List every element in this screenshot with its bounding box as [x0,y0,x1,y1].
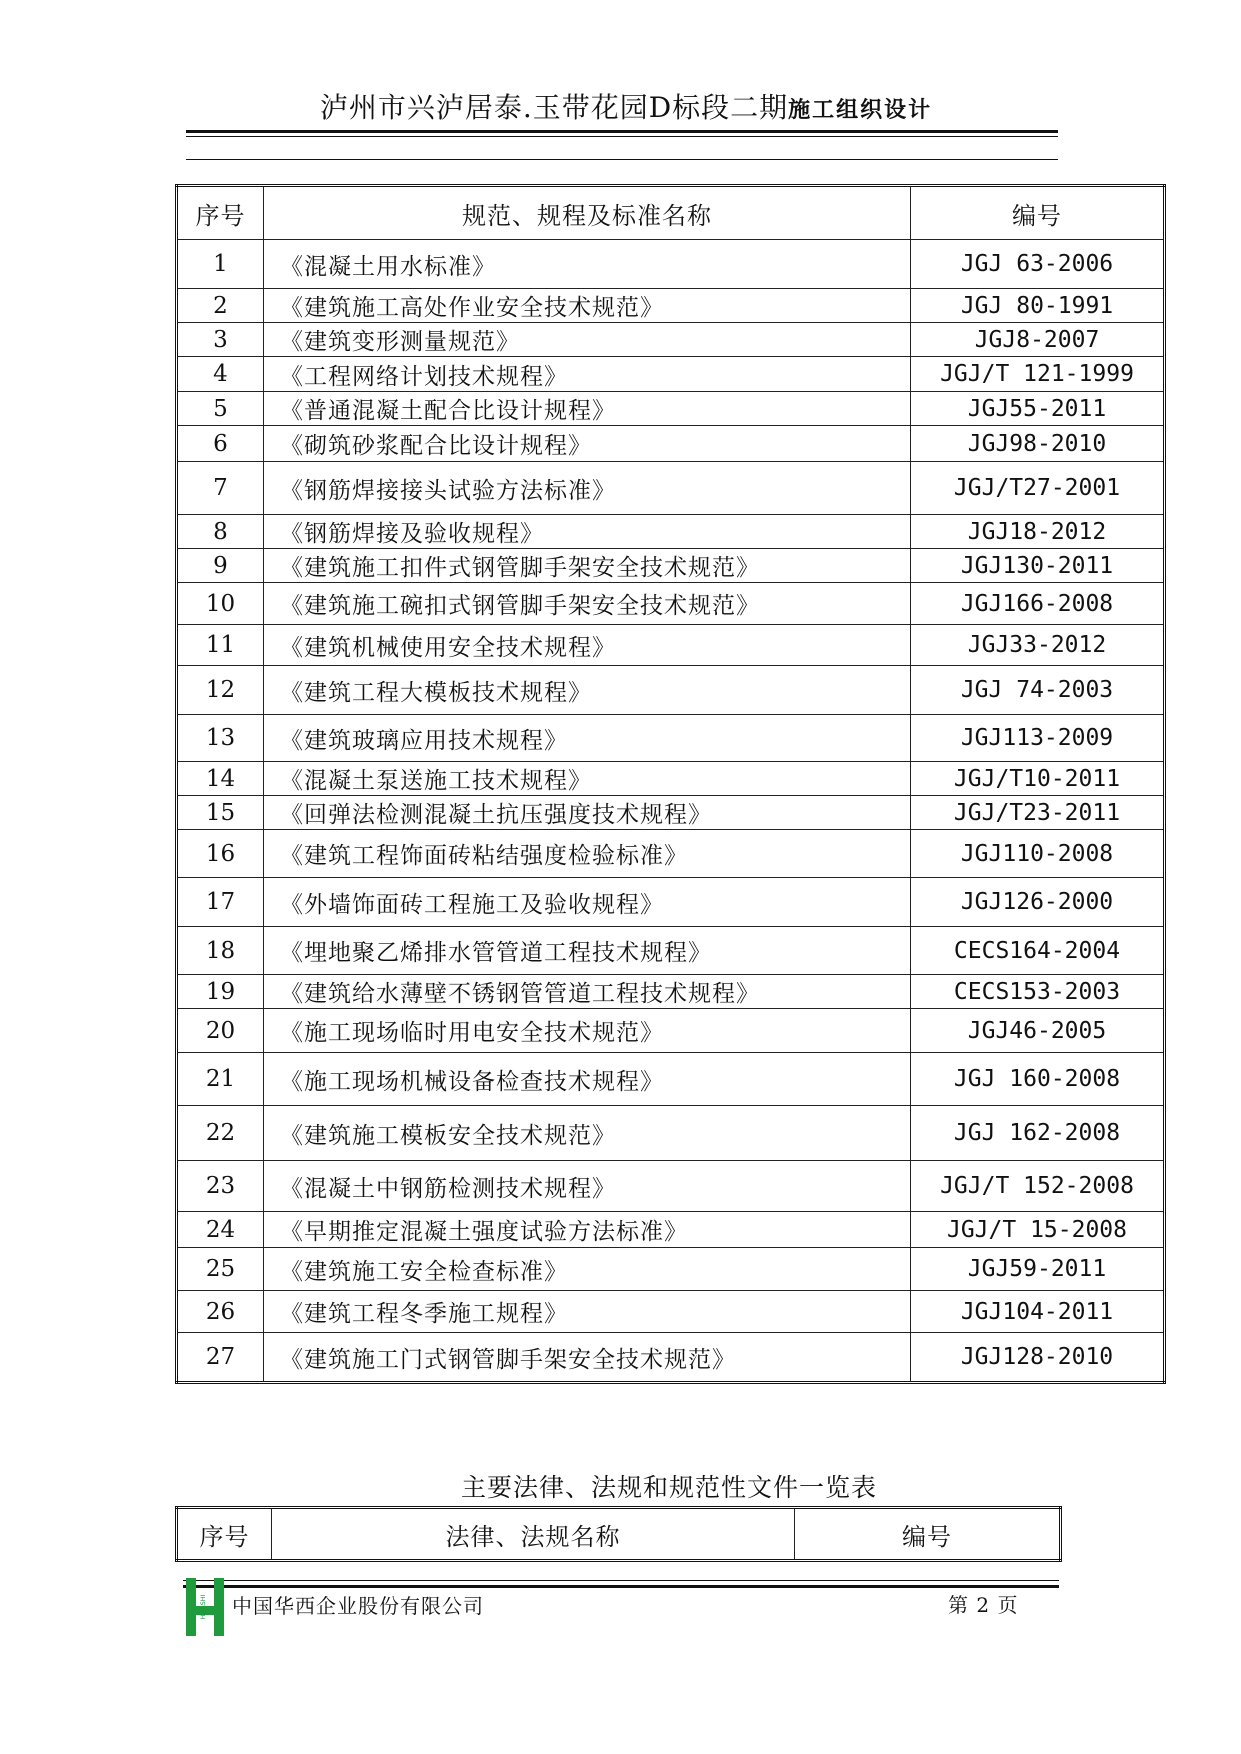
row-number: 9 [177,549,264,583]
standards-table [175,184,1166,1384]
standard-code: JGJ46-2005 [911,1009,1165,1053]
page-number: 第 2 页 [948,1593,1019,1617]
table-row [177,357,1165,392]
standard-name: 《建筑玻璃应用技术规程》 [264,715,911,762]
header-rule-thick [186,130,1058,133]
standard-name: 《工程网络计划技术规程》 [264,357,911,392]
company-name: 中国华西企业股份有限公司 [232,1594,484,1618]
table-row [177,830,1165,878]
header-title-sub: 施工组织设计 [788,98,933,123]
row-number: 8 [177,515,264,549]
row-number: 5 [177,392,264,426]
standard-code: JGJ/T 152-2008 [911,1161,1165,1212]
standard-name: 《建筑机械使用安全技术规程》 [264,625,911,666]
document-header-title [186,86,1066,126]
standard-name: 《钢筋焊接接头试验方法标准》 [264,462,911,515]
standard-code: JGJ98-2010 [911,426,1165,462]
standard-name: 《建筑变形测量规范》 [264,323,911,357]
table-row [177,1212,1165,1248]
standard-name: 《建筑施工碗扣式钢管脚手架安全技术规范》 [264,583,911,625]
standard-code: CECS153-2003 [911,975,1165,1009]
standard-name: 《建筑施工扣件式钢管脚手架安全技术规范》 [264,549,911,583]
row-number: 14 [177,762,264,796]
law-table-header-row [177,1508,1061,1561]
law-column-header-name: 法律、法规名称 [272,1508,795,1561]
table-row [177,1161,1165,1212]
standards-table-header-row [177,186,1165,240]
standard-code: JGJ/T27-2001 [911,462,1165,515]
standard-name: 《埋地聚乙烯排水管管道工程技术规程》 [264,927,911,975]
table-row [177,1106,1165,1161]
footer-rule-thick [183,1585,1059,1588]
standard-name: 《混凝土用水标准》 [264,240,911,289]
standard-code: JGJ 160-2008 [911,1053,1165,1106]
row-number: 4 [177,357,264,392]
row-number: 27 [177,1333,264,1383]
standard-name: 《建筑工程饰面砖粘结强度检验标准》 [264,830,911,878]
row-number: 21 [177,1053,264,1106]
standard-code: JGJ113-2009 [911,715,1165,762]
row-number: 19 [177,975,264,1009]
header-title-main: 泸州市兴泸居泰.玉带花园D标段二期 [319,91,789,124]
standard-name: 《建筑给水薄壁不锈钢管管道工程技术规程》 [264,975,911,1009]
row-number: 25 [177,1248,264,1291]
standard-name: 《混凝土泵送施工技术规程》 [264,762,911,796]
standard-code: JGJ 63-2006 [911,240,1165,289]
law-table-caption: 主要法律、法规和规范性文件一览表 [460,1473,877,1502]
standard-name: 《砌筑砂浆配合比设计规程》 [264,426,911,462]
row-number: 16 [177,830,264,878]
standard-name: 《回弹法检测混凝土抗压强度技术规程》 [264,796,911,830]
standard-code: JGJ126-2000 [911,878,1165,927]
row-number: 15 [177,796,264,830]
row-number: 20 [177,1009,264,1053]
table-row [177,796,1165,830]
table-row [177,240,1165,289]
standard-name: 《建筑施工高处作业安全技术规范》 [264,289,911,323]
standard-name: 《建筑施工门式钢管脚手架安全技术规范》 [264,1333,911,1383]
row-number: 18 [177,927,264,975]
standard-name: 《混凝土中钢筋检测技术规程》 [264,1161,911,1212]
standard-name: 《建筑工程大模板技术规程》 [264,666,911,715]
table-row [177,1053,1165,1106]
standard-name: 《施工现场机械设备检查技术规程》 [264,1053,911,1106]
standard-name: 《钢筋焊接及验收规程》 [264,515,911,549]
column-header-name: 规范、规程及标准名称 [264,186,911,240]
standard-code: JGJ/T23-2011 [911,796,1165,830]
standard-code: JGJ166-2008 [911,583,1165,625]
table-row [177,927,1165,975]
standard-code: JGJ55-2011 [911,392,1165,426]
footer-rule-thin [183,1580,1059,1581]
standard-code: JGJ33-2012 [911,625,1165,666]
standard-name: 《外墙饰面砖工程施工及验收规程》 [264,878,911,927]
standard-code: JGJ/T 15-2008 [911,1212,1165,1248]
standard-code: JGJ 74-2003 [911,666,1165,715]
law-table [175,1506,1062,1562]
table-row [177,515,1165,549]
table-row [177,549,1165,583]
standard-name: 《建筑施工安全检查标准》 [264,1248,911,1291]
row-number: 2 [177,289,264,323]
row-number: 7 [177,462,264,515]
table-row [177,625,1165,666]
row-number: 17 [177,878,264,927]
table-row [177,426,1165,462]
row-number: 11 [177,625,264,666]
row-number: 26 [177,1291,264,1333]
table-row [177,715,1165,762]
standard-code: JGJ128-2010 [911,1333,1165,1383]
standard-code: JGJ8-2007 [911,323,1165,357]
standard-code: JGJ130-2011 [911,549,1165,583]
standard-name: 《建筑施工模板安全技术规范》 [264,1106,911,1161]
row-number: 10 [177,583,264,625]
row-number: 24 [177,1212,264,1248]
law-column-header-code: 编号 [795,1508,1061,1561]
table-row [177,666,1165,715]
header-rule-separator [186,159,1058,160]
table-row [177,583,1165,625]
table-row [177,289,1165,323]
standard-name: 《普通混凝土配合比设计规程》 [264,392,911,426]
standard-code: JGJ 80-1991 [911,289,1165,323]
table-row [177,1291,1165,1333]
standards-table-body [177,240,1165,1383]
row-number: 12 [177,666,264,715]
table-row [177,1009,1165,1053]
table-row [177,975,1165,1009]
standard-code: JGJ104-2011 [911,1291,1165,1333]
row-number: 3 [177,323,264,357]
table-row [177,462,1165,515]
column-header-code: 编号 [911,186,1165,240]
table-row [177,1248,1165,1291]
header-rule-thin [186,136,1058,137]
standard-code: CECS164-2004 [911,927,1165,975]
row-number: 6 [177,426,264,462]
table-row [177,1333,1165,1383]
standard-code: JGJ/T 121-1999 [911,357,1165,392]
standard-code: JGJ110-2008 [911,830,1165,878]
law-column-header-no: 序号 [177,1508,272,1561]
standard-code: JGJ59-2011 [911,1248,1165,1291]
standard-name: 《建筑工程冬季施工规程》 [264,1291,911,1333]
table-row [177,878,1165,927]
table-row [177,392,1165,426]
table-row [177,323,1165,357]
standard-code: JGJ/T10-2011 [911,762,1165,796]
logo-lettering: HUASHI [199,1594,207,1620]
huashi-logo-icon [186,1576,224,1638]
standard-code: JGJ18-2012 [911,515,1165,549]
table-row [177,762,1165,796]
standard-code: JGJ 162-2008 [911,1106,1165,1161]
column-header-no: 序号 [177,186,264,240]
row-number: 23 [177,1161,264,1212]
row-number: 22 [177,1106,264,1161]
standard-name: 《施工现场临时用电安全技术规范》 [264,1009,911,1053]
row-number: 1 [177,240,264,289]
row-number: 13 [177,715,264,762]
standard-name: 《早期推定混凝土强度试验方法标准》 [264,1212,911,1248]
